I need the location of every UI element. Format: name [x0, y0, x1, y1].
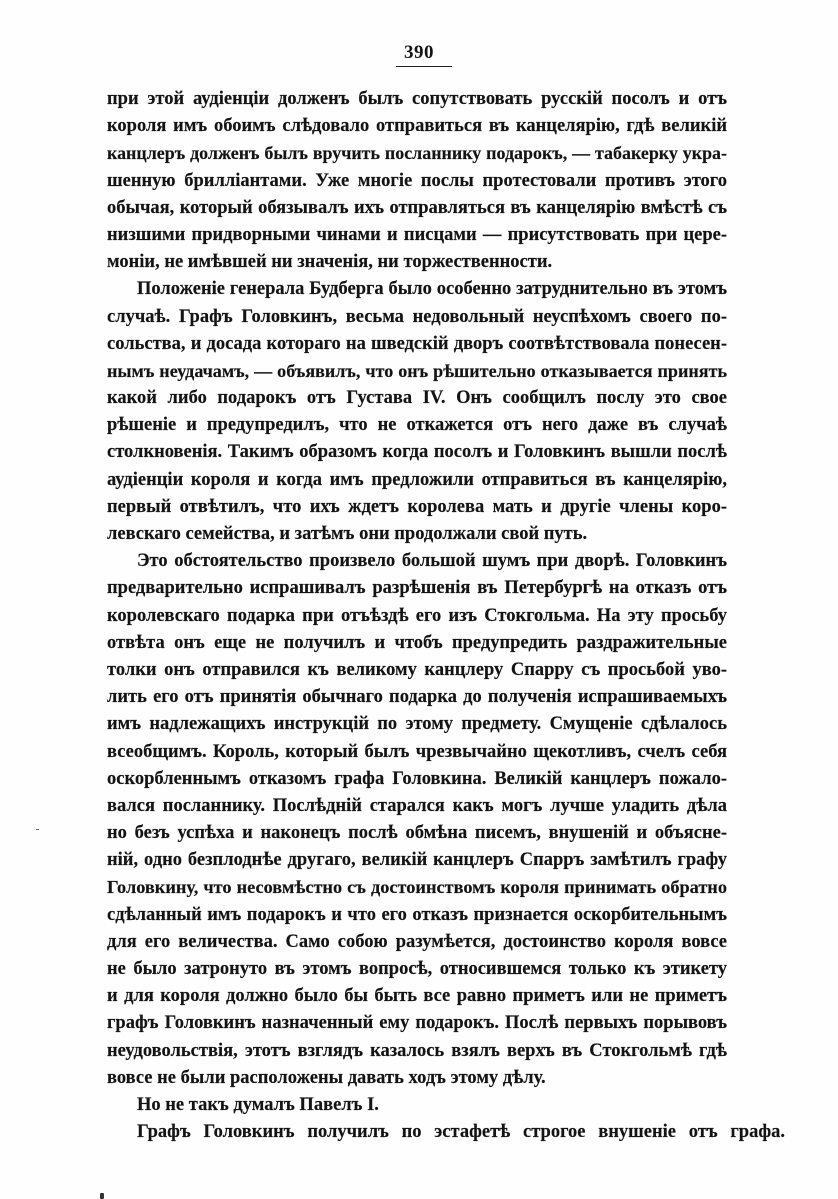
text-line: вался посланнику. Послѣдній старался какъ могъ лучше уладить дѣла — [107, 795, 727, 816]
text-line: обычая, который обязывалъ ихъ отправляться въ канцелярію вмѣстѣ съ — [107, 197, 727, 218]
text-line: при этой аудіенціи долженъ былъ сопутствовать русскій посолъ и отъ — [107, 89, 727, 109]
text-line: вовсе не были расположены давать ходъ этому дѣлу. — [107, 1067, 546, 1088]
text-line: шенную брилліантами. Уже многіе послы протестовали противъ этого — [107, 170, 727, 191]
text-line: Положеніе генерала Будберга было особенно затруднительно въ этомъ — [137, 279, 727, 300]
text-line: Это обстоятельство произвело большой шумъ при дворѣ. Головкинъ — [137, 551, 727, 572]
text-line: графъ Головкинъ назначенный ему подарокъ. Послѣ первыхъ порывовъ — [107, 1013, 727, 1034]
text-line: но безъ успѣха и наконецъ послѣ обмѣна писемъ, внушеній и объясне- — [107, 823, 727, 844]
text-line: не было затронуто въ этомъ вопросѣ, относившемся только къ этикету — [107, 959, 727, 979]
text-line: столкновенія. Такимъ образомъ когда посолъ и Головкинъ вышли послѣ — [107, 442, 727, 463]
text-line: лить его отъ принятія обычнаго подарка до полученія испрашиваемыхъ — [107, 687, 727, 708]
text-line: предварительно испрашивалъ разрѣшенія въ Петербургѣ на отказъ отъ — [107, 578, 727, 599]
text-line: отвѣта онъ еще не получилъ и чтобъ предупредить раздражительные — [107, 632, 727, 653]
text-line: имъ надлежащихъ инструкцій по этому предмету. Смущеніе сдѣлалось — [107, 714, 727, 735]
text-line: и для короля должно было бы быть все равно приметъ или не приметъ — [107, 986, 727, 1007]
text-line: для его величества. Само собою разумѣется, достоинство короля вовсе — [107, 931, 727, 952]
text-line: Головкину, что несовмѣстно съ достоинствомъ короля принимать обратно — [107, 877, 727, 898]
text-line: ній, одно безплоднѣе другаго, великій канцлеръ Спарръ замѣтилъ графу — [107, 850, 727, 871]
body-text — [107, 86, 785, 1146]
scan-speck — [36, 829, 39, 830]
text-line: канцлеръ долженъ былъ вручить посланнику подарокъ, — табакерку укра- — [107, 143, 727, 164]
text-line: рѣшеніе и предупредилъ, что не откажется отъ него даже въ случаѣ — [107, 415, 727, 436]
scan-speck — [100, 1193, 104, 1199]
text-line: моніи, не имѣвшей ни значенія, ни торжественности. — [107, 252, 553, 273]
text-line: аудіенціи короля и когда имъ предложили отправиться въ канцелярію, — [107, 469, 727, 490]
text-line: сольства, и досада котораго на шведскій дворъ соотвѣтствовала понесен- — [107, 333, 727, 354]
text-line: какой либо подарокъ отъ Густава IV. Онъ сообщилъ послу это свое — [107, 388, 727, 409]
text-line: первый отвѣтилъ, что ихъ ждетъ королева мать и другіе члены коро- — [107, 496, 727, 517]
text-line: Графъ Головкинъ получилъ по эстафетѣ строгое внушеніе отъ графа. — [137, 1122, 785, 1143]
text-line: левскаго семейства, и затѣмъ они продолжали свой путь. — [107, 524, 588, 544]
text-line: сдѣланный имъ подарокъ и что его отказъ признается оскорбительнымъ — [107, 904, 727, 925]
text-line: Но не такъ думалъ Павелъ I. — [137, 1094, 379, 1115]
text-line: толки онъ отправился къ великому канцлеру Спарру съ просьбой уво- — [107, 659, 727, 680]
text-line: неудовольствія, этотъ взглядъ казалось взялъ верхъ въ Стокгольмѣ гдѣ — [107, 1040, 727, 1061]
page-number: 390 — [404, 42, 434, 63]
text-line: нымъ неудачамъ, — объявилъ, что онъ рѣшительно отказывается принять — [107, 360, 727, 381]
text-line: королевскаго подарка при отъѣздѣ его изъ Стокгольма. На эту просьбу — [107, 605, 727, 626]
text-line: короля имъ обоимъ слѣдовало отправиться въ канцелярію, гдѣ великій — [107, 116, 727, 137]
text-line: оскорбленнымъ отказомъ графа Головкина. Великій канцлеръ пожало- — [107, 768, 727, 789]
text-line: низшими придворными чинами и писцами — присутствовать при цере- — [107, 224, 727, 245]
text-line: всеобщимъ. Король, который былъ чрезвычайно щекотливъ, счелъ себя — [107, 741, 727, 762]
text-line: случаѣ. Графъ Головкинъ, весьма недовольный неуспѣхомъ своего по- — [107, 306, 727, 327]
page-number-rule — [396, 66, 452, 67]
